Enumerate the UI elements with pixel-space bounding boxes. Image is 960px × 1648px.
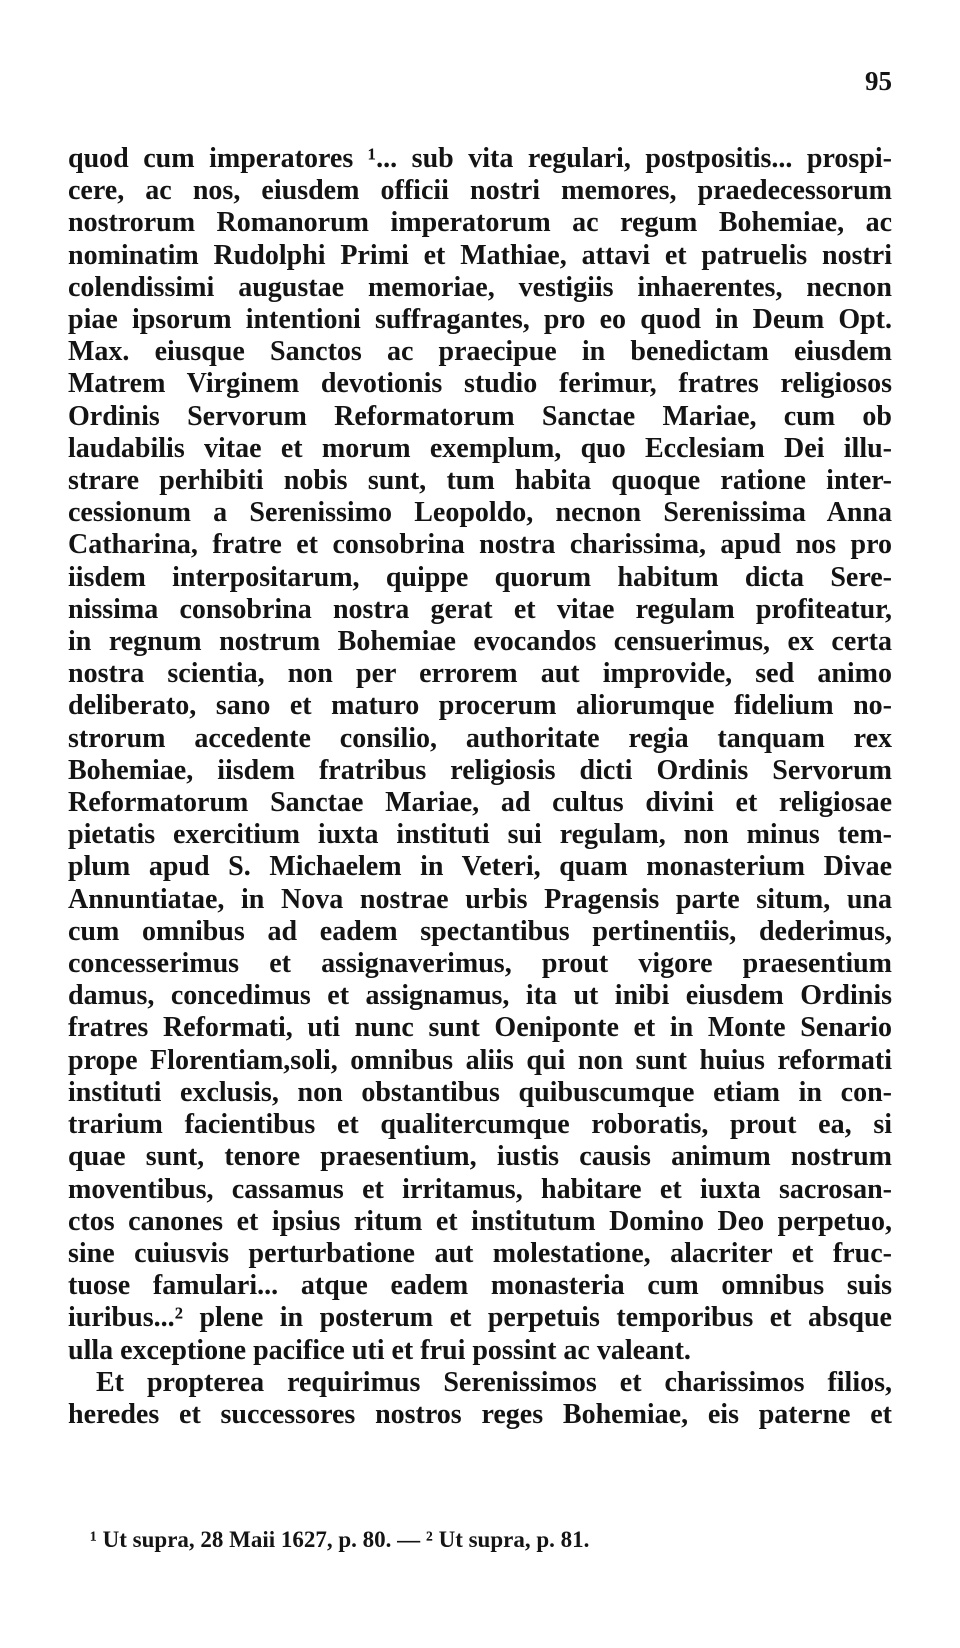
text-line: cere, ac nos, eiusdem officii nostri memores, praedecessorum	[68, 175, 892, 207]
body-text	[68, 143, 892, 1431]
text-line: instituti exclusis, non obstantibus quibuscumque etiam in con-	[68, 1076, 892, 1108]
text-line: deliberato, sano et maturo procerum aliorumque fidelium no-	[68, 690, 892, 722]
text-line: Et propterea requirimus Serenissimos et charissimos filios,	[96, 1366, 892, 1398]
text-line: sine cuiusvis perturbatione aut molestatione, alacriter et fruc-	[68, 1237, 892, 1269]
text-line: Catharina, fratre et consobrina nostra charissima, apud nos pro	[68, 529, 892, 561]
text-line: in regnum nostrum Bohemiae evocandos censuerimus, ex certa	[68, 626, 892, 658]
text-line: cum omnibus ad eadem spectantibus pertinentiis, dederimus,	[68, 915, 892, 947]
page-number: 95	[865, 66, 892, 96]
text-line: strare perhibiti nobis sunt, tum habita quoque ratione inter-	[68, 465, 892, 497]
text-line: fratres Reformati, uti nunc sunt Oeniponte et in Monte Senario	[68, 1012, 892, 1044]
text-line: quae sunt, tenore praesentium, iustis causis animum nostrum	[68, 1141, 892, 1173]
text-line: trarium facientibus et qualitercumque roboratis, prout ea, si	[68, 1109, 892, 1141]
text-line: colendissimi augustae memoriae, vestigiis inhaerentes, necnon	[68, 271, 892, 303]
text-line: Max. eiusque Sanctos ac praecipue in benedictam eiusdem	[68, 336, 892, 368]
text-line: moventibus, cassamus et irritamus, habitare et iuxta sacrosan-	[68, 1173, 892, 1205]
footnotes: ¹ Ut supra, 28 Maii 1627, p. 80. — ² Ut supra, p. 81.	[90, 1527, 590, 1552]
text-line: plum apud S. Michaelem in Veteri, quam monasterium Divae	[68, 851, 892, 883]
text-line: nissima consobrina nostra gerat et vitae regulam profiteatur,	[68, 593, 892, 625]
text-line: iuribus...² plene in posterum et perpetuis temporibus et absque	[68, 1302, 892, 1334]
text-line: Reformatorum Sanctae Mariae, ad cultus divini et religiosae	[68, 787, 892, 819]
text-line: nostra scientia, non per errorem aut improvide, sed animo	[68, 658, 892, 690]
text-line: iisdem interpositarum, quippe quorum habitum dicta Sere-	[68, 561, 892, 593]
text-line: Ordinis Servorum Reformatorum Sanctae Mariae, cum ob	[68, 400, 892, 432]
text-line: ctos canones et ipsius ritum et institutum Domino Deo perpetuo,	[68, 1205, 892, 1237]
text-line: cessionum a Serenissimo Leopoldo, necnon Serenissima Anna	[68, 497, 892, 529]
text-line: damus, concedimus et assignamus, ita ut inibi eiusdem Ordinis	[68, 980, 892, 1012]
text-line: Matrem Virginem devotionis studio ferimur, fratres religiosos	[68, 368, 892, 400]
text-line: piae ipsorum intentioni suffragantes, pro eo quod in Deum Opt.	[68, 304, 892, 336]
text-line: heredes et successores nostros reges Bohemiae, eis paterne et	[68, 1398, 892, 1430]
text-line: ulla exceptione pacifice uti et frui possint ac valeant.	[68, 1334, 691, 1366]
text-line: tuose famulari... atque eadem monasteria cum omnibus suis	[68, 1270, 892, 1302]
text-line: Bohemiae, iisdem fratribus religiosis dicti Ordinis Servorum	[68, 754, 892, 786]
text-line: laudabilis vitae et morum exemplum, quo Ecclesiam Dei illu-	[68, 432, 892, 464]
text-line: Annuntiatae, in Nova nostrae urbis Pragensis parte situm, una	[68, 883, 892, 915]
text-line: strorum accedente consilio, authoritate regia tanquam rex	[68, 722, 892, 754]
text-line: pietatis exercitium iuxta instituti sui regulam, non minus tem-	[68, 819, 892, 851]
text-line: concesserimus et assignaverimus, prout vigore praesentium	[68, 948, 892, 980]
text-line: quod cum imperatores ¹... sub vita regulari, postpositis... prospi-	[68, 143, 892, 174]
text-line: nostrorum Romanorum imperatorum ac regum Bohemiae, ac	[68, 207, 892, 239]
text-line: prope Florentiam,soli, omnibus aliis qui non sunt huius reformati	[68, 1044, 892, 1076]
text-line: nominatim Rudolphi Primi et Mathiae, attavi et patruelis nostri	[68, 239, 892, 271]
